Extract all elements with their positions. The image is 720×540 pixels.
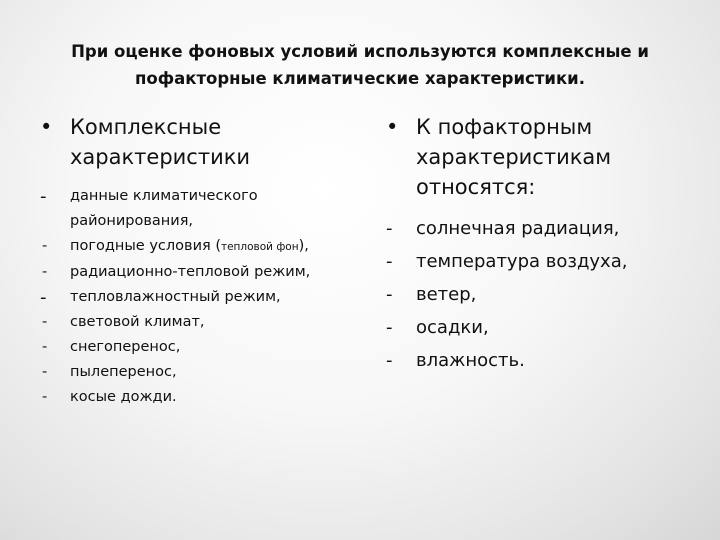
bullet-icon: • <box>40 115 53 139</box>
list-item-text: снегоперенос, <box>70 339 181 355</box>
list-item <box>30 285 360 310</box>
list-item-text: световой климат, <box>70 314 205 330</box>
list-item <box>376 278 706 311</box>
bullet-icon: • <box>386 115 399 139</box>
dash-icon: - <box>42 364 48 380</box>
complex-heading-line-1: Комплексные <box>70 115 222 139</box>
title-line-2: пофакторные климатические характеристики. <box>135 69 585 88</box>
complex-characteristics-column <box>30 112 360 410</box>
factor-heading-line-3: относятся: <box>416 175 536 199</box>
complex-heading <box>30 112 360 172</box>
slide-title <box>20 38 700 92</box>
list-item <box>376 311 706 344</box>
factor-list <box>376 212 706 377</box>
list-item-text: ветер, <box>416 284 477 305</box>
dash-icon: - <box>386 284 393 305</box>
list-item <box>30 385 360 410</box>
title-line-1: При оценке фоновых условий используются комплексные и <box>71 42 649 61</box>
list-item-text: радиационно-тепловой режим, <box>70 264 311 280</box>
list-item <box>30 184 360 234</box>
list-item <box>376 212 706 245</box>
list-item-line: районирования, <box>70 213 194 229</box>
list-item-text: влажность. <box>416 350 525 371</box>
list-item <box>376 245 706 278</box>
dash-icon: - <box>386 317 393 338</box>
dash-icon: - <box>40 186 47 207</box>
factor-heading-line-1: К пофакторным <box>416 115 593 139</box>
complex-heading-line-2: характеристики <box>70 145 251 169</box>
dash-icon: - <box>386 218 393 239</box>
dash-icon: - <box>42 238 48 254</box>
dash-icon: - <box>42 389 48 405</box>
list-item-text: осадки, <box>416 317 489 338</box>
list-item-text: пылеперенос, <box>70 364 177 380</box>
list-item-text: солнечная радиация, <box>416 218 620 239</box>
complex-list <box>30 184 360 410</box>
factor-characteristics-column <box>376 112 706 377</box>
list-item <box>30 360 360 385</box>
list-item-text: тепловлажностный режим, <box>70 289 281 305</box>
list-item-text: температура воздуха, <box>416 251 628 272</box>
list-item-text: косые дожди. <box>70 389 177 405</box>
list-item-text: погодные условия ( <box>70 238 221 254</box>
list-item <box>376 344 706 377</box>
dash-icon: - <box>42 339 48 355</box>
list-item-text: ), <box>298 238 309 254</box>
dash-icon: - <box>386 251 393 272</box>
dash-icon: - <box>386 350 393 371</box>
list-item <box>30 260 360 285</box>
list-item <box>30 234 360 260</box>
list-item-note: тепловой фон <box>220 241 299 253</box>
dash-icon: - <box>42 264 48 280</box>
dash-icon: - <box>42 314 48 330</box>
factor-heading-line-2: характеристикам <box>416 145 612 169</box>
factor-heading <box>376 112 706 202</box>
list-item-line: данные климатического <box>70 188 258 204</box>
list-item <box>30 335 360 360</box>
list-item <box>30 310 360 335</box>
dash-icon: - <box>40 287 47 308</box>
